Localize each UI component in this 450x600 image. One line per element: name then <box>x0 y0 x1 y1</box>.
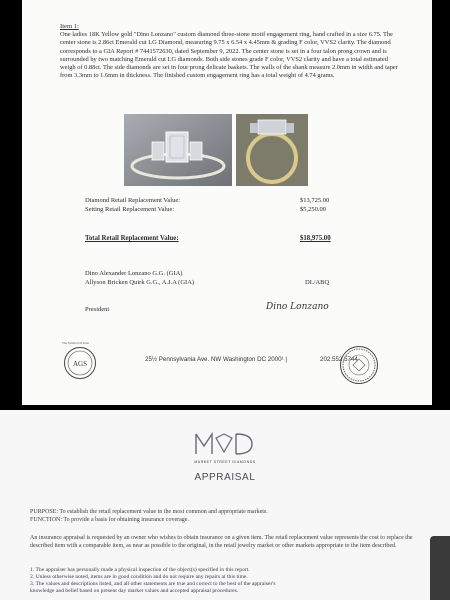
ring-photo-side <box>236 114 308 186</box>
appraiser-line-1: Dino Alexander Lonzano G.G. (GIA) <box>85 270 183 277</box>
setting-value: $5,250.00 <box>300 206 326 213</box>
total-value-label: Total Retail Replacement Value: <box>85 235 179 242</box>
ags-seal-icon <box>64 347 96 379</box>
list-item: 3. The values and descriptions listed, and all other statements are true and correct to the best of the appraiser's <box>30 581 276 587</box>
list-item: knowledge and belief based on present day market values and accepted appraisal procedures. <box>30 588 239 594</box>
diamond-value: $13,725.00 <box>300 197 330 204</box>
logo-subtext: MARKET STREET DIAMONDS <box>194 460 256 464</box>
seal-caption: The Symbol Of Trust <box>62 341 90 345</box>
function-line: FUNCTION: To provide a basis for obtaining insurance coverage. <box>30 517 189 523</box>
appraisal-page-2 <box>0 410 450 600</box>
insurance-paragraph: An insurance appraisal is requested by an owner who wishes to obtain insurance on a given item. The retail replacement value represents the cost to replace the described item with a comparable item, as near as possible to the original, in the retail jewelry market or other markets appropriate to the item described. <box>30 535 413 549</box>
total-value: $18,975.00 <box>300 235 331 242</box>
list-item: 2. Unless otherwise noted, items are in good condition and do not require any repairs at this time. <box>30 574 248 580</box>
purpose-line: PURPOSE: To establish the retail replacement value in the most common and appropriate markets. <box>30 509 268 515</box>
item-description: One ladies 18K Yellow gold "Dino Lonzano" custom diamond three-stone motif engagement ring, hand crafted in a size 6.75. The center stone is 2.86ct Emerald cut LG Diamond, measuring 9.75 x 6.54 x 4.45mm & grading F color, VVS2 clarity. The diamond corresponds to a GIA Report # 7441572630, dated September 9, 2022. The center stone is set in a four talon prong crown and is surrounded by two matching Emerald cut LG diamonds. Both side stones grade F color, VVS2 clarity and have a total estimated weigh of 0.88ct. The side diamonds are set in four prong delicate baskets. The walls of the shank measure 2.0mm in width and taper from 3.3mm to 1.6mm in thickness. The finished custom engagement ring has a total weight of 4.74 grams. <box>60 31 398 80</box>
diamond-value-label: Diamond Retail Replacement Value: <box>85 197 181 204</box>
msd-logo-icon <box>188 430 260 460</box>
appraiser-initials: DL/ABQ <box>305 279 330 286</box>
setting-value-label: Setting Retail Replacement Value: <box>85 206 175 213</box>
footer-phone: 202.552.5744 <box>320 356 358 363</box>
seal-letters: AGS <box>72 360 88 368</box>
footer-address: 25½ Pennsylvania Ave. NW Washington DC 2000¹ | <box>145 356 287 363</box>
appraiser-line-2: Allyson Bricken Quirk G.G., A.J.A (GIA) <box>85 279 195 286</box>
signature: Dino Lonzano <box>266 302 329 312</box>
member-seal-icon <box>340 346 378 384</box>
page-edge-shadow <box>430 536 450 600</box>
ring-photo-front <box>124 114 232 186</box>
list-item: 1. The appraiser has personally made a physical inspection of the object(s) specified in this report. <box>30 567 250 573</box>
appraisal-title: APPRAISAL <box>194 472 256 483</box>
item-heading: Item 1: <box>60 23 79 30</box>
appraisal-page-1 <box>22 0 432 405</box>
president-label: President <box>85 306 110 313</box>
